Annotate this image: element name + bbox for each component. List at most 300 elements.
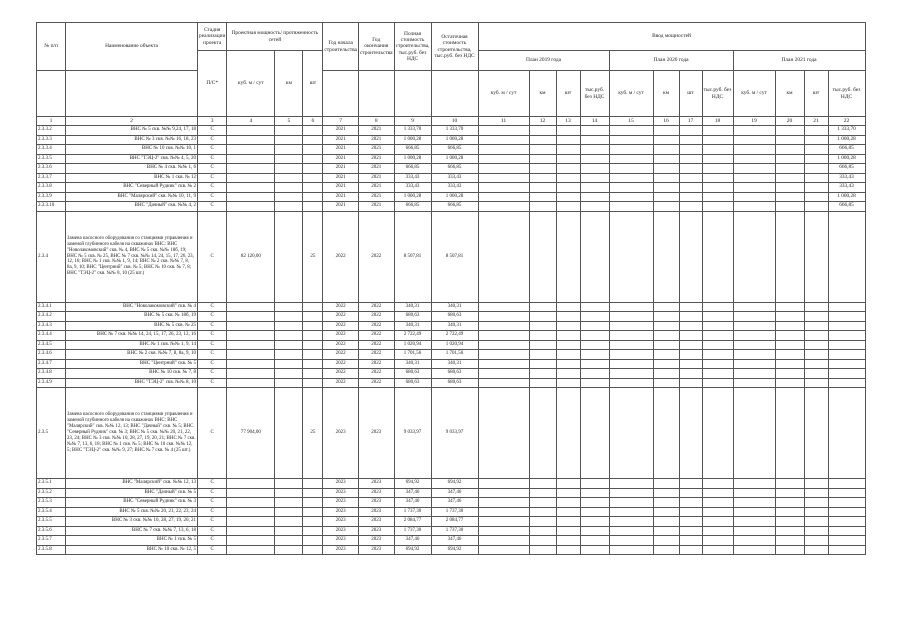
row-plan-cell [478,378,529,388]
row-plan-cell [775,211,804,302]
row-code: 2.3.5.5 [37,517,66,527]
row-name: ВНС № 1 скв. №№ 1, 9, 14 [66,340,198,350]
row-plan-cell [702,488,733,498]
row-plan-cell [580,507,609,517]
row-capacity-sht [303,340,323,350]
row-plan-cell [804,135,828,145]
header-2020-tys: тыс.руб. без НДС [702,71,733,117]
row-capacity-m3 [227,312,275,322]
row-plan-cell [609,331,653,341]
row-start-year: 2023 [323,488,359,498]
row-stage: С [198,135,227,145]
row-start-year: 2022 [323,350,359,360]
row-plan-cell [702,545,733,555]
row-plan-cell [653,126,679,136]
row-plan-cell [679,369,702,379]
row-end-year: 2021 [358,135,394,145]
row-plan-cell [775,388,804,479]
row-start-year: 2022 [323,369,359,379]
header-plan-2019: План 2019 года [478,51,609,71]
row-plan-cell [529,312,556,322]
row-plan-cell [679,173,702,183]
row-plan-cell [702,479,733,489]
table-row [37,321,866,331]
row-capacity-km [275,359,303,369]
row-plan-cell [653,526,679,536]
row-capacity-km [275,302,303,312]
row-plan-cell [804,498,828,508]
row-plan-cell [702,388,733,479]
row-stage: С [198,536,227,546]
row-plan-cell [580,378,609,388]
table-row [37,135,866,145]
row-capacity-m3 [227,350,275,360]
row-plan-cell [702,369,733,379]
row-residual-cost: 680,63 [431,312,478,322]
row-plan-cell [804,183,828,193]
row-residual-cost: 347,46 [431,536,478,546]
row-start-year: 2021 [323,126,359,136]
row-plan-cell [609,388,653,479]
row-plan-2021-tys [828,378,865,388]
row-start-year: 2023 [323,388,359,479]
row-capacity-sht [303,173,323,183]
row-end-year: 2021 [358,183,394,193]
row-plan-cell [733,488,775,498]
row-capacity-sht [303,331,323,341]
column-number: 11 [478,117,529,126]
row-plan-cell [609,378,653,388]
row-stage: С [198,126,227,136]
row-end-year: 2023 [358,479,394,489]
row-end-year: 2023 [358,526,394,536]
row-residual-cost: 340,31 [431,302,478,312]
row-plan-cell [804,321,828,331]
row-plan-cell [580,498,609,508]
row-capacity-sht [303,183,323,193]
column-number-row [37,117,866,126]
row-plan-cell [679,488,702,498]
row-plan-cell [580,369,609,379]
row-name: ВНС № 4 скв. №№ 1, 6 [66,164,198,174]
row-end-year: 2022 [358,211,394,302]
row-full-cost: 1 000,28 [394,154,431,164]
row-plan-cell [733,507,775,517]
row-plan-cell [804,154,828,164]
row-plan-cell [653,498,679,508]
row-capacity-sht [303,498,323,508]
row-plan-cell [609,202,653,212]
row-plan-cell [775,312,804,322]
row-plan-cell [529,350,556,360]
row-code: 2.3.3.9 [37,192,66,202]
header-2019-tys: тыс.руб. без НДС [580,71,609,117]
row-plan-cell [702,526,733,536]
row-plan-cell [702,302,733,312]
row-plan-cell [529,192,556,202]
column-number: 2 [66,117,198,126]
row-stage: С [198,312,227,322]
row-plan-cell [679,312,702,322]
header-plan-2020: План 2020 года [609,51,733,71]
header-2019-sht: шт [556,71,580,117]
row-name: ВНС "Северный Рудник" скв. № 3 [66,498,198,508]
row-name: ВНС № 1 скв. № 5 [66,536,198,546]
row-name: ВНС "Малярский" скв. №№ 12, 13 [66,479,198,489]
table-row [37,340,866,350]
row-start-year: 2022 [323,321,359,331]
row-plan-cell [556,517,580,527]
row-plan-cell [529,488,556,498]
row-code: 2.3.4 [37,211,66,302]
row-capacity-km [275,369,303,379]
row-plan-cell [679,536,702,546]
row-capacity-sht [303,536,323,546]
row-plan-cell [702,359,733,369]
row-residual-cost: 666,85 [431,145,478,155]
row-plan-cell [529,126,556,136]
row-plan-cell [609,517,653,527]
row-plan-cell [733,154,775,164]
row-code: 2.3.3.2 [37,126,66,136]
row-plan-cell [478,498,529,508]
row-plan-cell [775,507,804,517]
row-full-cost: 694,92 [394,545,431,555]
column-number: 16 [653,117,679,126]
row-capacity-km [275,350,303,360]
row-residual-cost: 9 033,97 [431,388,478,479]
row-capacity-km [275,135,303,145]
row-plan-cell [653,211,679,302]
row-start-year: 2023 [323,545,359,555]
column-number: 21 [804,117,828,126]
row-plan-cell [702,321,733,331]
row-plan-cell [653,340,679,350]
row-plan-cell [733,173,775,183]
row-plan-2021-tys [828,545,865,555]
row-capacity-km [275,388,303,479]
row-plan-cell [733,350,775,360]
row-capacity-km [275,154,303,164]
row-plan-cell [653,145,679,155]
row-plan-cell [478,350,529,360]
row-capacity-m3 [227,321,275,331]
row-plan-cell [529,331,556,341]
row-plan-cell [556,331,580,341]
row-residual-cost: 1 000,28 [431,135,478,145]
table-row [37,388,866,479]
row-end-year: 2022 [358,331,394,341]
row-plan-cell [609,164,653,174]
row-plan-cell [580,192,609,202]
row-plan-cell [679,479,702,489]
row-plan-cell [529,154,556,164]
row-code: 2.3.3.6 [37,164,66,174]
row-name: ВНС № 10 скв. №№ 10, 1 [66,145,198,155]
row-stage: С [198,164,227,174]
row-name: ВНС "ТЭЦ-2" скв. №№ 8, 10 [66,378,198,388]
row-capacity-km [275,173,303,183]
row-stage: С [198,183,227,193]
row-start-year: 2022 [323,378,359,388]
row-plan-cell [679,145,702,155]
row-stage: С [198,145,227,155]
row-plan-cell [804,517,828,527]
row-plan-cell [702,507,733,517]
row-plan-cell [775,545,804,555]
row-plan-cell [804,507,828,517]
row-capacity-m3 [227,536,275,546]
header-empty [37,71,66,117]
row-full-cost: 340,31 [394,359,431,369]
row-capacity-km [275,202,303,212]
row-start-year: 2021 [323,173,359,183]
row-plan-cell [733,302,775,312]
row-name: ВНС № 10 скв. № 12, 5 [66,545,198,555]
row-plan-cell [733,378,775,388]
row-start-year: 2022 [323,331,359,341]
row-plan-cell [529,479,556,489]
row-plan-cell [653,202,679,212]
column-number: 19 [733,117,775,126]
row-start-year: 2023 [323,536,359,546]
row-stage: С [198,526,227,536]
row-plan-2021-tys [828,312,865,322]
row-plan-cell [529,211,556,302]
row-plan-cell [804,145,828,155]
row-plan-cell [702,173,733,183]
table-row [37,145,866,155]
row-plan-cell [733,359,775,369]
row-plan-cell [804,545,828,555]
row-code: 2.3.4.7 [37,359,66,369]
row-plan-cell [702,350,733,360]
row-stage: С [198,331,227,341]
row-plan-2021-tys [828,302,865,312]
row-plan-cell [653,488,679,498]
row-end-year: 2021 [358,126,394,136]
row-plan-cell [478,183,529,193]
row-plan-cell [609,369,653,379]
row-plan-cell [775,359,804,369]
document-sheet [36,22,866,555]
row-plan-cell [653,331,679,341]
row-residual-cost: 1 737,30 [431,526,478,536]
row-full-cost: 340,31 [394,321,431,331]
table-row [37,183,866,193]
header-residual-cost: Остаточная стоимость строительства, тыс.руб. без НДС [431,23,478,71]
row-plan-cell [804,126,828,136]
row-residual-cost: 1 020,94 [431,340,478,350]
header-2021-m3: куб. м / сут [733,71,775,117]
row-full-cost: 2 722,49 [394,331,431,341]
header-2019-km: км [529,71,556,117]
row-plan-cell [580,388,609,479]
row-capacity-m3: 77 904,00 [227,388,275,479]
row-plan-cell [804,369,828,379]
row-plan-cell [702,145,733,155]
row-stage: С [198,388,227,479]
row-plan-cell [478,517,529,527]
row-capacity-m3 [227,359,275,369]
row-plan-2021-tys: 1 333,70 [828,126,865,136]
row-plan-cell [775,192,804,202]
table-row [37,350,866,360]
row-plan-cell [804,192,828,202]
row-plan-cell [556,507,580,517]
row-plan-cell [775,302,804,312]
row-start-year: 2021 [323,202,359,212]
row-capacity-m3 [227,526,275,536]
row-plan-cell [580,321,609,331]
row-plan-cell [580,211,609,302]
row-name: ВНС "Новолакомовский" скв. № 4 [66,302,198,312]
row-code: 2.3.4.6 [37,350,66,360]
row-plan-cell [609,135,653,145]
row-plan-cell [478,331,529,341]
row-plan-cell [580,126,609,136]
row-plan-cell [609,545,653,555]
row-stage: С [198,378,227,388]
column-number: 14 [580,117,609,126]
row-plan-cell [556,378,580,388]
row-plan-cell [556,154,580,164]
row-stage: С [198,507,227,517]
row-full-cost: 680,63 [394,369,431,379]
row-plan-cell [702,126,733,136]
header-capacity: Проектная мощность/ протяженность сетей [227,23,323,51]
row-name: ВНС № 3 скв. №№ 10, 28, 27, 19, 20, 21 [66,517,198,527]
header-name: Наименование объекта [66,23,198,71]
row-code: 2.3.5.1 [37,479,66,489]
row-plan-cell [580,164,609,174]
row-plan-cell [529,517,556,527]
row-code: 2.3.4.5 [37,340,66,350]
row-stage: С [198,192,227,202]
row-plan-cell [653,388,679,479]
row-end-year: 2022 [358,350,394,360]
row-plan-cell [478,145,529,155]
row-name: ВНС № 1 скв. № 12 [66,173,198,183]
column-number: 3 [198,117,227,126]
row-residual-cost: 8 507,81 [431,211,478,302]
row-residual-cost: 2 722,49 [431,331,478,341]
row-residual-cost: 340,31 [431,321,478,331]
row-plan-cell [733,331,775,341]
row-plan-cell [478,340,529,350]
row-plan-cell [478,359,529,369]
header-plan-2021: План 2021 года [733,51,865,71]
header-empty [66,71,198,117]
row-capacity-km [275,126,303,136]
row-plan-cell [804,202,828,212]
row-plan-cell [580,331,609,341]
row-plan-cell [609,154,653,164]
row-start-year: 2023 [323,507,359,517]
row-end-year: 2023 [358,488,394,498]
row-capacity-km [275,145,303,155]
row-plan-cell [679,498,702,508]
column-number: 8 [358,117,394,126]
row-plan-cell [653,378,679,388]
row-plan-cell [609,312,653,322]
row-name: ВНС "Малярский" скв. №№ 10, 11, 9 [66,192,198,202]
table-row [37,378,866,388]
table-row [37,498,866,508]
row-plan-cell [556,488,580,498]
row-capacity-m3 [227,340,275,350]
row-plan-2021-tys [828,388,865,479]
row-capacity-sht [303,192,323,202]
row-plan-cell [609,350,653,360]
row-plan-cell [775,321,804,331]
row-plan-cell [529,164,556,174]
row-stage: С [198,369,227,379]
table-row [37,302,866,312]
row-plan-cell [653,350,679,360]
row-plan-cell [775,378,804,388]
row-plan-cell [653,507,679,517]
row-capacity-sht [303,517,323,527]
table-row [37,164,866,174]
row-capacity-sht [303,369,323,379]
row-plan-cell [580,545,609,555]
row-plan-cell [556,173,580,183]
header-2021-sht: шт [804,71,828,117]
row-plan-cell [775,498,804,508]
row-plan-cell [609,126,653,136]
row-plan-cell [556,479,580,489]
header-2020-sht: шт [679,71,702,117]
row-plan-cell [804,536,828,546]
row-plan-cell [529,321,556,331]
header-ps: П/С* [198,51,227,117]
header-empty [431,71,478,117]
row-capacity-sht [303,135,323,145]
row-code: 2.3.5.7 [37,536,66,546]
row-plan-cell [775,479,804,489]
row-plan-cell [478,202,529,212]
row-plan-cell [478,312,529,322]
row-plan-cell [580,173,609,183]
row-plan-cell [653,517,679,527]
row-code: 2.3.3.8 [37,183,66,193]
column-number: 1 [37,117,66,126]
row-plan-cell [653,359,679,369]
row-plan-cell [609,359,653,369]
row-stage: С [198,154,227,164]
row-capacity-m3 [227,369,275,379]
column-number: 7 [323,117,359,126]
row-end-year: 2021 [358,202,394,212]
row-stage: С [198,202,227,212]
row-stage: С [198,340,227,350]
row-plan-cell [702,164,733,174]
row-capacity-km [275,164,303,174]
header-stage: Стадия реализации проекта [198,23,227,51]
row-start-year: 2022 [323,312,359,322]
row-plan-cell [804,488,828,498]
row-full-cost: 1 737,30 [394,526,431,536]
row-plan-cell [556,369,580,379]
row-plan-2021-tys: 333,43 [828,173,865,183]
row-name: ВНС № 10 скв. № 7, 8 [66,369,198,379]
row-residual-cost: 680,63 [431,369,478,379]
row-plan-cell [529,507,556,517]
row-plan-cell [580,312,609,322]
row-residual-cost: 666,85 [431,164,478,174]
row-plan-cell [529,340,556,350]
